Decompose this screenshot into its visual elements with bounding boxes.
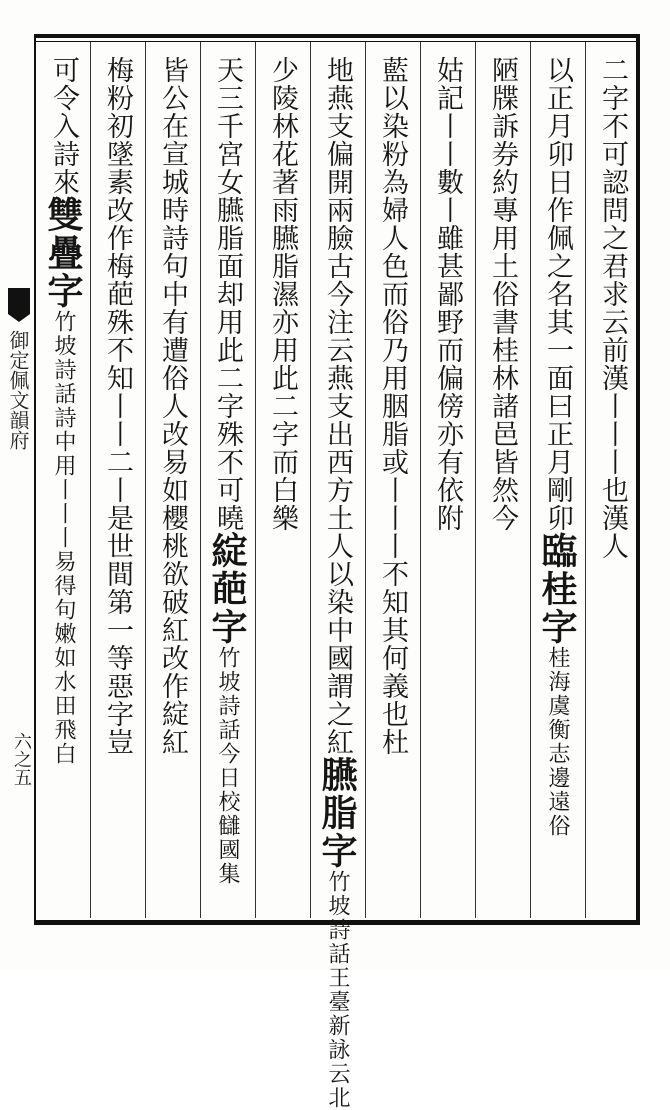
column-rule (255, 42, 256, 918)
text-column-5: 藍以染粉為婦人色而俗乃用胭脂或丨丨丨不知其何義也杜 (377, 56, 408, 756)
text-column-1: 二字不可認問之君求云前漢丨丨丨也漢人 (597, 56, 628, 560)
column-rule (200, 42, 201, 918)
headword: 臨桂字 (536, 532, 578, 646)
fishtail-mark (8, 288, 30, 314)
top-border (34, 34, 640, 38)
top-border-inner (34, 41, 640, 42)
right-border (636, 34, 640, 925)
headword: 臙脂字 (316, 756, 358, 870)
text-column-10: 梅粉初墜素改作梅葩殊不知丨丨二丨是世間第一等惡字豈 (102, 56, 133, 756)
text-column-6: 地燕支偏開兩臉古今注云燕支出西方土人以染中國謂之紅臙脂字竹坡詩話王臺新詠云北 (316, 56, 358, 1110)
text-column-3: 陋牒訴券約專用土俗書桂林諸邑皆然今 (487, 56, 518, 532)
headword: 雙疊字 (42, 196, 84, 310)
left-border (34, 34, 36, 925)
column-rule (90, 42, 91, 918)
text-column-8: 天三千宮女臙脂面却用此二字殊不可曉綻葩字竹坡詩話今日校讎國集 (206, 56, 248, 886)
text-column-7: 少陵林花著雨臙脂濕亦用此二字而白樂 (267, 56, 298, 532)
headword: 綻葩字 (206, 532, 248, 646)
margin-title: 御定佩文韻府 (6, 330, 30, 450)
column-rule (585, 42, 586, 918)
text-column-2: 以正月卯日作佩之名其一面曰正月剛卯臨桂字桂海虞衡志邊遠俗 (536, 56, 578, 838)
text-column-4: 姑記丨丨數丨雖甚鄙野而偏傍亦有依附 (432, 56, 463, 532)
text-column-11: 可令入詩來雙疊字竹坡詩話詩中用丨丨丨易得句嫩如水田飛白 (42, 56, 84, 766)
text-column-9: 皆公在宣城時詩句中有遭俗人改易如櫻桃欲破紅改作綻紅 (157, 56, 188, 756)
column-rule (310, 42, 311, 918)
column-rule (420, 42, 421, 918)
column-rule (530, 42, 531, 918)
column-rule (365, 42, 366, 918)
column-rule (475, 42, 476, 918)
column-rule (145, 42, 146, 918)
page-number: 六之五 (11, 732, 32, 786)
